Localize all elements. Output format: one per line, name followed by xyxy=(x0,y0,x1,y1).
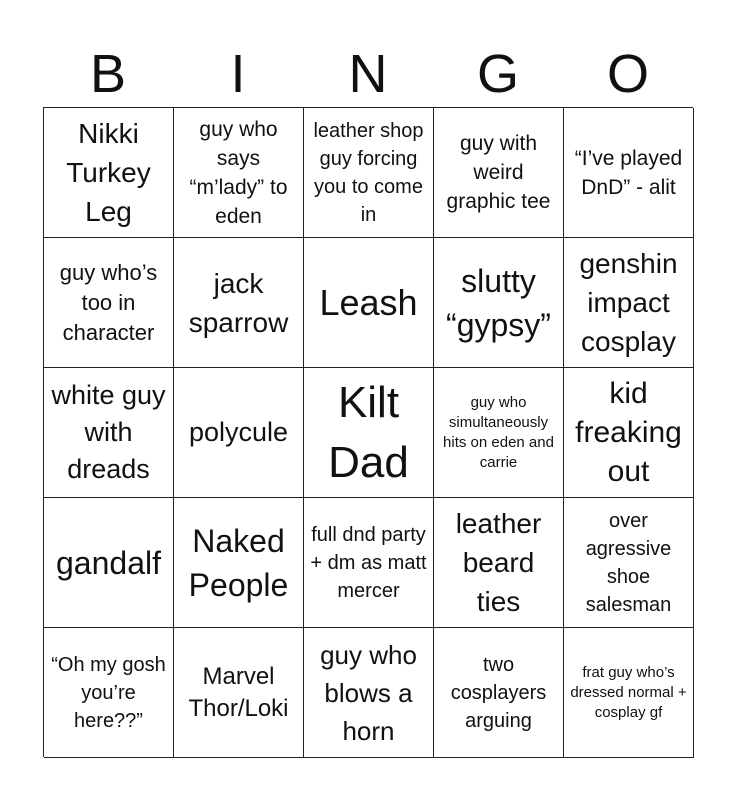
bingo-cell[interactable] xyxy=(434,238,564,368)
bingo-cell[interactable] xyxy=(304,628,434,758)
cell-text: “I’ve played DnD” - alit xyxy=(574,146,683,199)
bingo-cell[interactable] xyxy=(44,238,174,368)
bingo-cell[interactable] xyxy=(434,498,564,628)
cell-text: guy who blows a horn xyxy=(320,639,417,746)
cell-text: Nikki Turkey Leg xyxy=(66,118,151,227)
cell-text: guy who’s too in character xyxy=(59,259,158,345)
cell-text: genshin impact cosplay xyxy=(579,248,678,357)
bingo-cell[interactable] xyxy=(564,628,694,758)
bingo-cell[interactable] xyxy=(44,498,174,628)
bingo-cell[interactable] xyxy=(44,628,174,758)
cell-text: Kilt Dad xyxy=(328,377,409,487)
cell-text: two cosplayers arguing xyxy=(450,653,547,732)
header-letter-b: B xyxy=(89,44,127,104)
cell-text: gandalf xyxy=(56,544,161,581)
bingo-cell[interactable] xyxy=(44,108,174,238)
cell-text: over agressive shoe salesman xyxy=(585,509,672,616)
cell-text: guy who says “m’lady” to eden xyxy=(189,117,288,228)
cell-text: guy with weird graphic tee xyxy=(446,132,551,213)
cell-text: leather beard ties xyxy=(455,508,542,617)
cell-text: leather shop guy forcing you to come in xyxy=(313,119,424,226)
bingo-cell[interactable] xyxy=(434,628,564,758)
cell-text: slutty “gypsy” xyxy=(446,262,551,343)
cell-text: white guy with dreads xyxy=(51,380,166,484)
header-letter-i: I xyxy=(230,44,246,104)
bingo-cell[interactable] xyxy=(174,238,304,368)
bingo-cell[interactable] xyxy=(304,498,434,628)
bingo-cell[interactable] xyxy=(304,108,434,238)
bingo-cell[interactable] xyxy=(174,628,304,758)
cell-text: Naked People xyxy=(188,522,289,603)
bingo-cell[interactable] xyxy=(304,368,434,498)
cell-text: frat guy who’s dressed normal + cosplay gf xyxy=(570,663,687,721)
header-letter-g: G xyxy=(476,44,519,104)
cell-text: Leash xyxy=(319,281,418,323)
bingo-cell[interactable] xyxy=(174,498,304,628)
bingo-cell[interactable] xyxy=(434,368,564,498)
bingo-cell[interactable] xyxy=(564,108,694,238)
cell-text: “Oh my gosh you’re here??” xyxy=(51,653,166,732)
bingo-cell[interactable] xyxy=(44,368,174,498)
bingo-cell[interactable] xyxy=(564,238,694,368)
bingo-cell[interactable] xyxy=(174,368,304,498)
bingo-cell[interactable] xyxy=(564,368,694,498)
cell-text: full dnd party + dm as matt mercer xyxy=(310,523,427,602)
bingo-cell[interactable] xyxy=(434,108,564,238)
cell-text: polycule xyxy=(188,417,289,447)
cell-text: Marvel Thor/Loki xyxy=(188,662,289,722)
header-letter-o: O xyxy=(606,44,649,104)
bingo-header xyxy=(43,40,693,108)
cell-text: jack sparrow xyxy=(188,267,289,338)
header-letter-n: N xyxy=(348,44,388,104)
bingo-grid xyxy=(43,107,693,757)
bingo-cell[interactable] xyxy=(564,498,694,628)
bingo-cell[interactable] xyxy=(304,238,434,368)
cell-text: guy who simultaneously hits on eden and carrie xyxy=(443,393,554,471)
bingo-cell[interactable] xyxy=(174,108,304,238)
cell-text: kid freaking out xyxy=(575,377,682,488)
